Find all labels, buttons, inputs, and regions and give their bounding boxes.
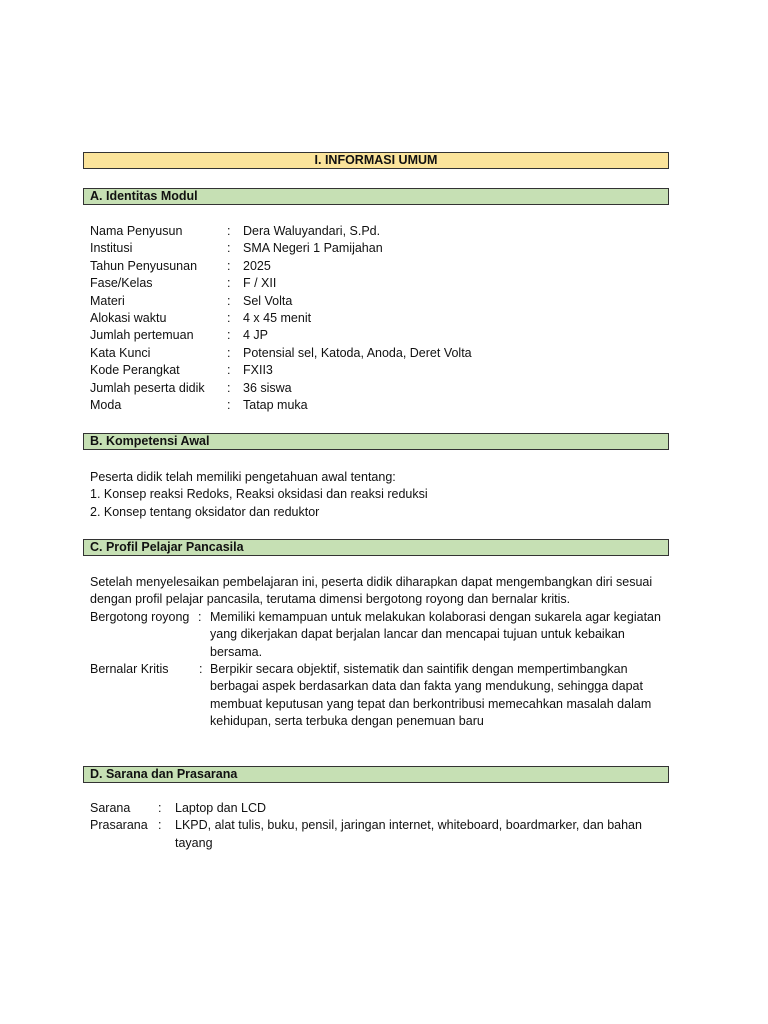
section-b-title: B. Kompetensi Awal bbox=[90, 434, 210, 448]
list-item: 1. Konsep reaksi Redoks, Reaksi oksidasi dan reaksi reduksi bbox=[90, 487, 428, 502]
profil-colon: : bbox=[199, 662, 203, 676]
profil-item-bernalar-kritis bbox=[90, 661, 670, 731]
field-value: 2025 bbox=[243, 258, 271, 273]
section-a-header bbox=[83, 188, 669, 205]
identity-row bbox=[90, 310, 670, 327]
identity-row bbox=[90, 327, 670, 344]
profil-label: Bergotong royong bbox=[90, 609, 190, 624]
prasarana-label: Prasarana bbox=[90, 818, 148, 833]
list-item: 2. Konsep tentang oksidator dan reduktor bbox=[90, 504, 320, 519]
sarana-colon: : bbox=[158, 801, 162, 815]
identity-row bbox=[90, 275, 670, 292]
field-colon: : bbox=[227, 224, 231, 238]
description-line: Memiliki kemampuan untuk melakukan kolaborasi dengan sukarela agar kegiatan bbox=[210, 609, 661, 624]
profil-item-gotong-royong bbox=[90, 609, 670, 661]
section-c-title: C. Profil Pelajar Pancasila bbox=[90, 540, 244, 554]
field-value: SMA Negeri 1 Pamijahan bbox=[243, 241, 383, 256]
field-value: Potensial sel, Katoda, Anoda, Deret Volta bbox=[243, 345, 472, 360]
sarana-label: Sarana bbox=[90, 801, 131, 815]
field-value: Sel Volta bbox=[243, 293, 293, 308]
main-title-bar bbox=[83, 152, 669, 169]
prasarana-row bbox=[90, 817, 670, 852]
field-colon: : bbox=[227, 258, 231, 273]
field-colon: : bbox=[227, 241, 231, 256]
field-value: F / XII bbox=[243, 276, 277, 291]
paragraph-line: Peserta didik telah memiliki pengetahuan awal tentang: bbox=[90, 470, 396, 484]
field-value: Dera Waluyandari, S.Pd. bbox=[243, 224, 381, 238]
section-a-title: A. Identitas Modul bbox=[90, 189, 198, 203]
section-c-header bbox=[83, 539, 669, 556]
identity-row bbox=[90, 223, 670, 240]
field-label: Tahun Penyusunan bbox=[90, 258, 198, 273]
identity-row bbox=[90, 293, 670, 310]
description-line: Berpikir secara objektif, sistematik dan saintifik dengan mempertimbangkan bbox=[210, 662, 628, 676]
identity-row bbox=[90, 345, 670, 362]
field-label: Fase/Kelas bbox=[90, 276, 153, 291]
prasarana-value bbox=[175, 817, 670, 852]
identity-row bbox=[90, 258, 670, 275]
field-value: 36 siswa bbox=[243, 380, 292, 395]
field-value: 4 JP bbox=[243, 328, 269, 343]
main-title: I. INFORMASI UMUM bbox=[314, 153, 438, 167]
description-line: kehidupan, serta terbuka dengan penemuan baru bbox=[210, 714, 484, 729]
identity-row bbox=[90, 397, 670, 414]
field-label: Jumlah peserta didik bbox=[90, 380, 205, 395]
prasarana-colon: : bbox=[158, 818, 162, 833]
field-label: Kata Kunci bbox=[90, 345, 151, 360]
sarana-prasarana-list bbox=[90, 800, 670, 852]
sarana-value bbox=[175, 800, 670, 817]
description-line: berbagai aspek berdasarkan data dan fakta yang mendukung, sehingga dapat bbox=[210, 679, 643, 694]
identity-row bbox=[90, 362, 670, 379]
profil-description bbox=[210, 609, 670, 661]
description-line: bersama. bbox=[210, 644, 263, 659]
paragraph-line: Setelah menyelesaikan pembelajaran ini, peserta didik diharapkan dapat mengembangkan diri sesuai bbox=[90, 575, 653, 589]
field-label: Nama Penyusun bbox=[90, 224, 183, 238]
identity-row bbox=[90, 380, 670, 397]
profil-colon: : bbox=[198, 609, 202, 624]
field-value: FXII3 bbox=[243, 363, 273, 378]
value-line: Laptop dan LCD bbox=[175, 801, 267, 815]
field-colon: : bbox=[227, 380, 231, 395]
field-colon: : bbox=[227, 397, 231, 412]
field-value: 4 x 45 menit bbox=[243, 310, 312, 325]
paragraph-line: dengan profil pelajar pancasila, terutama dimensi bergotong royong dan bernalar kritis. bbox=[90, 592, 571, 607]
field-value: Tatap muka bbox=[243, 397, 308, 412]
description-line: membuat keputusan yang tepat dan berkontribusi memecahkan masalah dalam bbox=[210, 696, 652, 711]
field-label: Institusi bbox=[90, 241, 133, 256]
field-label: Kode Perangkat bbox=[90, 363, 180, 378]
profil-label: Bernalar Kritis bbox=[90, 662, 169, 676]
field-colon: : bbox=[227, 293, 231, 308]
value-line: LKPD, alat tulis, buku, pensil, jaringan internet, whiteboard, boardmarker, dan bahan bbox=[175, 818, 642, 833]
identity-row bbox=[90, 240, 670, 257]
field-colon: : bbox=[227, 363, 231, 378]
section-b-header bbox=[83, 433, 669, 450]
field-colon: : bbox=[227, 276, 231, 291]
profil-description bbox=[210, 661, 670, 731]
field-label: Jumlah pertemuan bbox=[90, 328, 194, 343]
sarana-row bbox=[90, 800, 670, 817]
section-d-title: D. Sarana dan Prasarana bbox=[90, 767, 238, 781]
profil-pelajar-text bbox=[90, 574, 670, 731]
field-label: Alokasi waktu bbox=[90, 310, 167, 325]
field-colon: : bbox=[227, 328, 231, 343]
field-colon: : bbox=[227, 345, 231, 360]
identity-table bbox=[90, 223, 670, 414]
description-line: yang dikerjakan dapat berjalan lancar dan mencapai tujuan untuk kebaikan bbox=[210, 627, 625, 642]
section-d-header bbox=[83, 766, 669, 783]
field-label: Materi bbox=[90, 293, 125, 308]
kompetensi-awal-text bbox=[90, 469, 670, 521]
field-label: Moda bbox=[90, 397, 122, 412]
field-colon: : bbox=[227, 310, 231, 325]
value-line: tayang bbox=[175, 835, 213, 850]
